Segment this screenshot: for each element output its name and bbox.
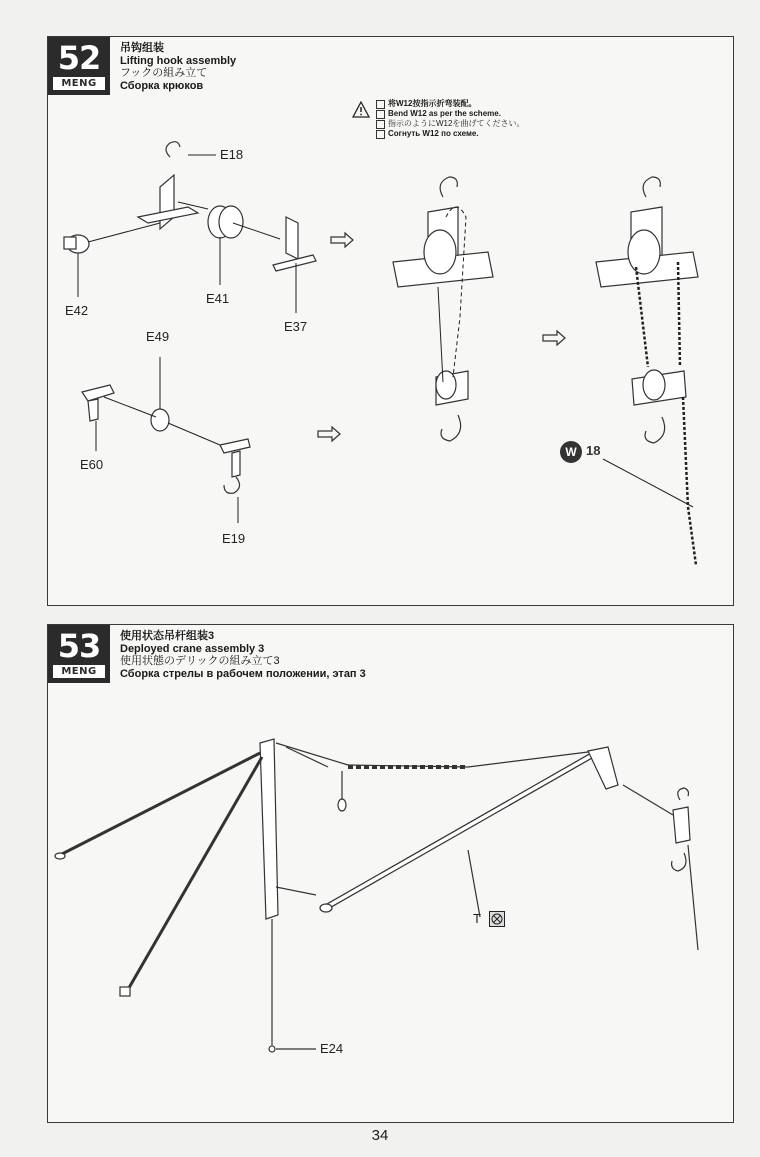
- part-label-e37: E37: [284, 319, 308, 334]
- title-en: Deployed crane assembly 3: [120, 642, 265, 655]
- title-en: Lifting hook assembly: [120, 54, 237, 67]
- wire-badge: W: [560, 441, 582, 463]
- step-number: 52: [57, 39, 101, 77]
- part-label-e42: E42: [65, 303, 89, 318]
- note-zh: 将W12按指示折弯装配。: [388, 99, 477, 108]
- title-ru: Сборка крюков: [120, 79, 204, 92]
- step-52-panel: [47, 36, 734, 606]
- tool-label-t: T: [473, 911, 481, 926]
- note-en: Bend W12 as per the scheme.: [388, 109, 501, 118]
- title-ja: フックの組み立て: [120, 67, 208, 79]
- title-ru: Сборка стрелы в рабочем положении, этап 3: [120, 667, 366, 680]
- wire-number: 18: [586, 443, 601, 458]
- part-label-e18: E18: [220, 147, 244, 162]
- note-ru: Согнуть W12 по схеме.: [388, 129, 479, 138]
- part-label-e49: E49: [146, 329, 170, 344]
- part-label-e60: E60: [80, 457, 104, 472]
- no-glue-icon: [489, 911, 505, 927]
- brand-logo: MENG: [53, 665, 105, 678]
- hook-assembly-drawing: [48, 37, 733, 605]
- part-label-e24: E24: [320, 1041, 344, 1056]
- part-label-e41: E41: [206, 291, 230, 306]
- part-label-e19: E19: [222, 531, 246, 546]
- title-zh: 吊钩组装: [120, 42, 164, 54]
- note-ja: 指示のようにW12を曲げてください。: [388, 119, 525, 128]
- step-number: 53: [57, 627, 101, 665]
- step-53-panel: [47, 624, 734, 1123]
- page-number: 34: [371, 1127, 389, 1144]
- title-ja: 使用状態のデリックの組み立て3: [120, 655, 280, 667]
- crane-assembly-drawing: [48, 625, 733, 1122]
- brand-logo: MENG: [53, 77, 105, 90]
- title-zh: 使用状态吊杆组装3: [120, 630, 215, 642]
